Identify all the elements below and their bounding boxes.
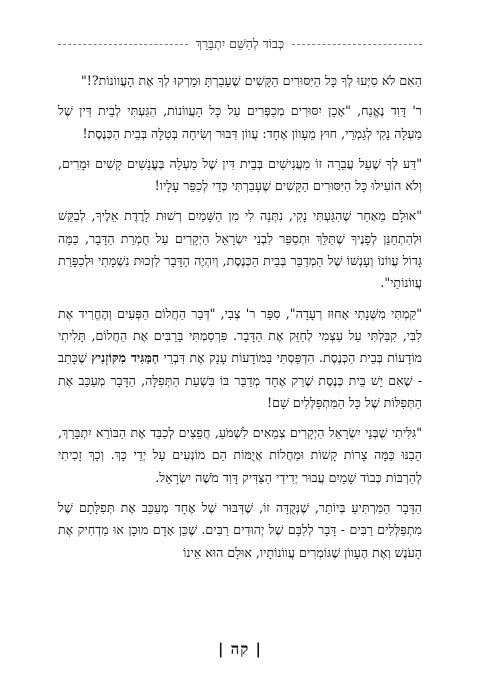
paragraph-2: ר' דָּוִד נֶאֱנַח, "אָכֵן יִסּוּרִים מְכַפְּרִים עַל כָּל הָעֲווֹנוֹת, הִגַּעְתִּי לְבֵית דִּין שֶׁל מַעְלָה נָקִי לְגַמְרֵי, חוּץ מֵעָווֹן אֶחָד: עֲווֹן דִּבּוּר וְשִׂיחָה בְּטֵלָה בְּבֵית הַכְּנֶסֶת! (58, 103, 422, 141)
page-number: | קה | (217, 640, 262, 658)
paragraph-3: "דַּע לְךָ שֶׁעַל עֲבֵרָה זוֹ מַעֲנִישִׁים בְּבֵית דִּין שֶׁל מַעְלָה בְּעֳנָשִׁים קָשִׁים וּמָרִים, וְלֹא הוֹעִילוּ כָּל הַיִּסּוּרִים הַקָּשִׁים שֶׁעָבַרְתִּי כְּדֵי לְכַפֵּר עָלָיו! (58, 155, 422, 194)
page-footer (0, 640, 480, 659)
paragraph-7: הַדָּבָר הַמַּרְתִּיעַ בְּיוֹתֵר, שֶׁנְּקֻדָּה זוֹ, שֶׁדִּבּוּר שֶׁל אֶחָד מְעַכֵּב אֶת תְּפִלָּתָם שֶׁל מִתְפַּלְּלִים רַבִּים - דָּבָר לְלִבָּם שֶׁל יְהוּדִים רַבִּים. שֶׁכֵּן אָדָם מוּכָן אוּ מַדְחִיק אֶת הָעֹנֶשׁ וְאֶת הֶעָווֹן שֶׁגּוֹמְרִים עֲווֹנוֹתָיו, אוּלָם הוּא אֵינוֹ (58, 500, 422, 560)
header-rule-left (58, 44, 188, 45)
paragraph-6: "גִּלִּיתִי שֶׁבְּנֵי יִשְׂרָאֵל הַיְקָרִים צְמֵאִים לִשְׁמֹעַ, חֲפֵצִים לְכַבֵּד אֶת הַבּוֹרֵא יִתְבָּרֵךְ, הֵבַנּוּ כַּמָּה צָרוֹת קָשׁוֹת וּמַחֲלוֹת אֲיֻמּוֹת הֵם מוֹנְעִים עַל יְדֵי כָּךְ. וְכָךְ זָכִיתִי לְהַרְבּוֹת כְּבוֹד שָׁמַיִם עֲבוּר יְדִידִי הַצַּדִּיק דָּוִד מֹשֶׁה יִשְׂרָאֵל. (58, 425, 422, 485)
bold-term: הַמַּגִּיד מִקּוֹזְנִיץ (91, 350, 160, 366)
running-header (58, 36, 422, 52)
body-text (58, 70, 422, 572)
paragraph-1: הַאִם לֹא סִיְּעוּ לְךָ כָּל הַיִּסּוּרִים הַקָּשִׁים שֶׁעָבַרְתָּ וּמֵרְקוּ לְךָ אֶת הָעֲווֹנוֹת?!" (81, 73, 422, 88)
paragraph-4: "אוּלָם מֵאַחַר שֶׁהִגַּעְתִּי נָקִי, נִתְּנָה לִי מִן הַשָּׁמַיִם רְשׁוּת לָרֶדֶת אֵלֶיךָ, לְבַקֵּשׁ וּלְהִתְחַנֵּן לְפָנֶיךָ שֶׁתַּלֵּךְ וּתְסַפֵּר לִבְנֵי יִשְׂרָאֵל הַיְקָרִים עַל חֻמְרַת הַדָּבָר, כַּמָּה גָּדוֹל עֲווֹנוֹ וְעָנְשׁוֹ שֶׁל הַמְדַבֵּר בְּבֵית הַכְּנֶסֶת, וְיִהְיֶה הַדָּבָר לִזְכוּת נִשְׁמָתִי וּלְכַפָּרַת עֲווֹנוֹתַי". (58, 208, 422, 291)
paragraph-5: "קַמְתִּי מִשְּׁנָתִי אָחוּז רְעָדָה", סִפֵּר ר' צְבִי, "דְּבַר הַחֲלוֹם הַפְּעִים וְהֶחֱרִיד אֶת לִבִּי, קִבַּלְתִּי עַל עַצְמִי לְחַזֵּק אֶת הַדָּבָר. פִּרְסַמְתִּי בָּרַבִּים אֶת הַחֲלוֹם, תָּלִיתִי מוֹדָעוֹת בְּבֵית הַכְּנֶסֶת. הִדְפַּסְתִּי בַּמּוֹדָעוֹת עָנָק אֶת דִּבְרֵי הַמַּגִּיד מִקּוֹזְנִיץ שֶׁכָּתַב - שֶׁאִם יֵשׁ בֵּית כְּנֶסֶת שֶׁרַק אֶחָד מְדַבֵּר בּוֹ בִּשְׁעַת הַתְּפִלָּה, הַדָּבָר מְעַכֵּב אֶת הַתְּפִלּוֹת שֶׁל כָּל הַמִּתְפַּלְּלִים שָׁם! (58, 305, 423, 410)
header-rule-right (292, 44, 422, 45)
header-title: כְּבוֹד לְהַשֵּׁם יִתְבָּרֵךְ (195, 36, 285, 51)
